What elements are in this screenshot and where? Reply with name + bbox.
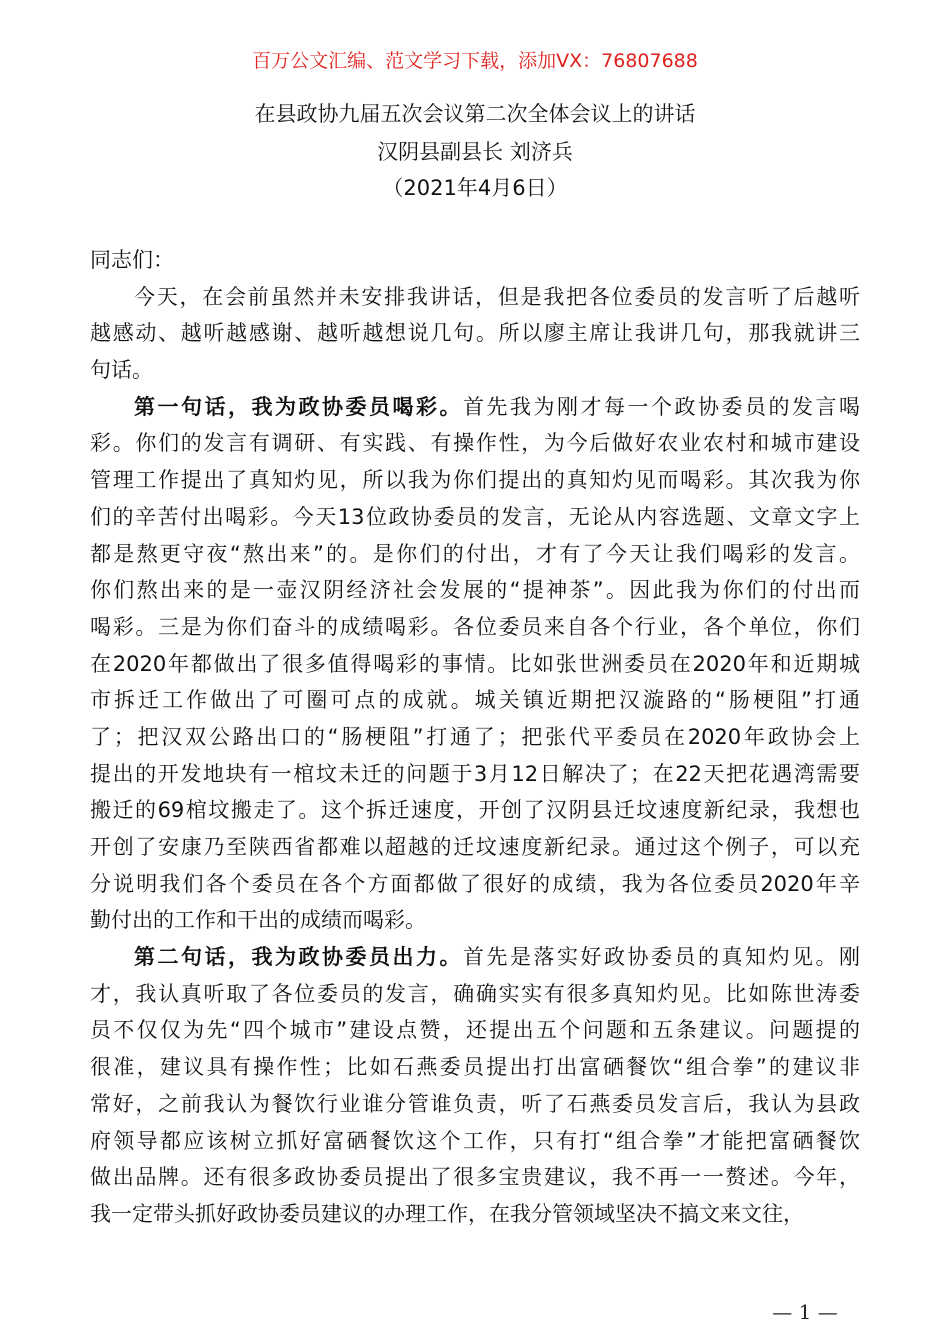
paragraph-line [90,1012,860,1049]
paragraph-line [90,572,860,609]
paragraph-line [90,976,860,1013]
line-text: 彩。你们的发言有调研、有实践、有操作性，为今后做好农业农村和城市建设 [90,431,860,456]
paragraph-heading: 第二句话，我为政协委员出力。 [134,945,463,970]
paragraph-line [90,609,860,646]
line-text: 们的辛苦付出喝彩。今天13位政协委员的发言，无论从内容选题、文章文字上 [90,504,860,529]
paragraph-line [90,1049,860,1086]
document-title: 在县政协九届五次会议第二次全体会议上的讲话 [254,102,696,126]
paragraph-line [90,279,860,316]
paragraph-line [90,352,860,389]
paragraph-line [90,682,860,719]
line-text: 市拆迁工作做出了可圈可点的成就。城关镇近期把汉漩路的“肠梗阻”打通 [90,688,860,713]
paragraph-line [90,389,860,426]
salutation: 同志们： [90,248,174,272]
line-text: 了；把汉双公路出口的“肠梗阻”打通了；把张代平委员在2020年政协会上 [90,724,860,749]
line-text: 在2020年都做出了很多值得喝彩的事情。比如张世洲委员在2020年和近期城 [90,651,860,676]
paragraph-line [90,536,860,573]
line-text: 今天，在会前虽然并未安排我讲话，但是我把各位委员的发言听了后越听 [134,284,860,309]
paragraph-line [90,829,860,866]
line-text: 管理工作提出了真知灼见，所以我为你们提出的真知灼见而喝彩。其次我为你 [90,468,860,493]
paragraph-line [90,756,860,793]
speaker-line: 汉阴县副县长 刘济兵 [377,140,573,164]
paragraph-line [90,902,860,939]
line-text: 员不仅仅为先“四个城市”建设点赞，还提出五个问题和五条建议。问题提的 [90,1018,860,1043]
paragraph-line [90,1159,860,1196]
line-text: 都是熬更守夜“熬出来”的。是你们的付出，才有了今天让我们喝彩的发言。 [90,541,860,566]
line-text: 提出的开发地块有一棺坟未迁的问题于3月12日解决了；在22天把花遇湾需要 [90,761,860,786]
line-text: 很准，建议具有操作性；比如石燕委员提出打出富硒餐饮“组合拳”的建议非 [90,1055,860,1080]
line-text: 开创了安康乃至陕西省都难以超越的迁坟速度新纪录。通过这个例子，可以充 [90,835,860,859]
paragraph-line [90,499,860,536]
paragraph-line [90,792,860,829]
line-text: 喝彩。三是为你们奋斗的成绩喝彩。各位委员来自各个行业，各个单位，你们 [90,614,860,639]
paragraph-line [90,425,860,462]
line-text: 勤付出的工作和干出的成绩而喝彩。 [90,908,426,933]
page-number: — 1 — [772,1300,838,1324]
paragraph-line [90,866,860,903]
line-text: 搬迁的69棺坟搬走了。这个拆迁速度，开创了汉阴县迁坟速度新纪录，我想也 [90,798,860,823]
document-body [90,242,860,1233]
line-text: 首先我为刚才每一个政协委员的发言喝 [463,394,860,419]
watermark-banner: 百万公文汇编、范文学习下载，添加VX：76807688 [252,50,698,72]
line-text: 常好，之前我认为餐饮行业谁分管谁负责，听了石燕委员发言后，我认为县政 [90,1091,860,1116]
paragraph-heading: 第一句话，我为政协委员喝彩。 [134,394,463,419]
line-text: 才，我认真听取了各位委员的发言，确确实实有很多真知灼见。比如陈世涛委 [90,981,860,1006]
line-text: 我一定带头抓好政协委员建议的办理工作，在我分管领域坚决不搞文来文往， [90,1201,804,1226]
line-text: 你们熬出来的是一壶汉阴经济社会发展的“提神茶”。因此我为你们的付出而 [90,578,860,603]
line-text: 做出品牌。还有很多政协委员提出了很多宝贵建议，我不再一一赘述。今年， [90,1165,860,1190]
line-text: 句话。 [90,358,153,383]
paragraph-line [90,462,860,499]
paragraph-line [90,1196,860,1233]
line-text: 分说明我们各个委员在各个方面都做了很好的成绩，我为各位委员2020年辛 [90,871,860,896]
paragraph-line [90,719,860,756]
line-text: 府领导都应该树立抓好富硒餐饮这个工作，只有打“组合拳”才能把富硒餐饮 [90,1128,860,1153]
line-text: 越感动、越听越感谢、越听越想说几句。所以廖主席让我讲几句，那我就讲三 [90,321,860,346]
line-text: 首先是落实好政协委员的真知灼见。刚 [463,945,860,970]
paragraph-line [90,1123,860,1160]
paragraph-line [90,939,860,976]
paragraph-line [90,315,860,352]
paragraph-line [90,646,860,683]
speech-date: （2021年4月6日） [382,176,568,200]
paragraph-line [90,1086,860,1123]
